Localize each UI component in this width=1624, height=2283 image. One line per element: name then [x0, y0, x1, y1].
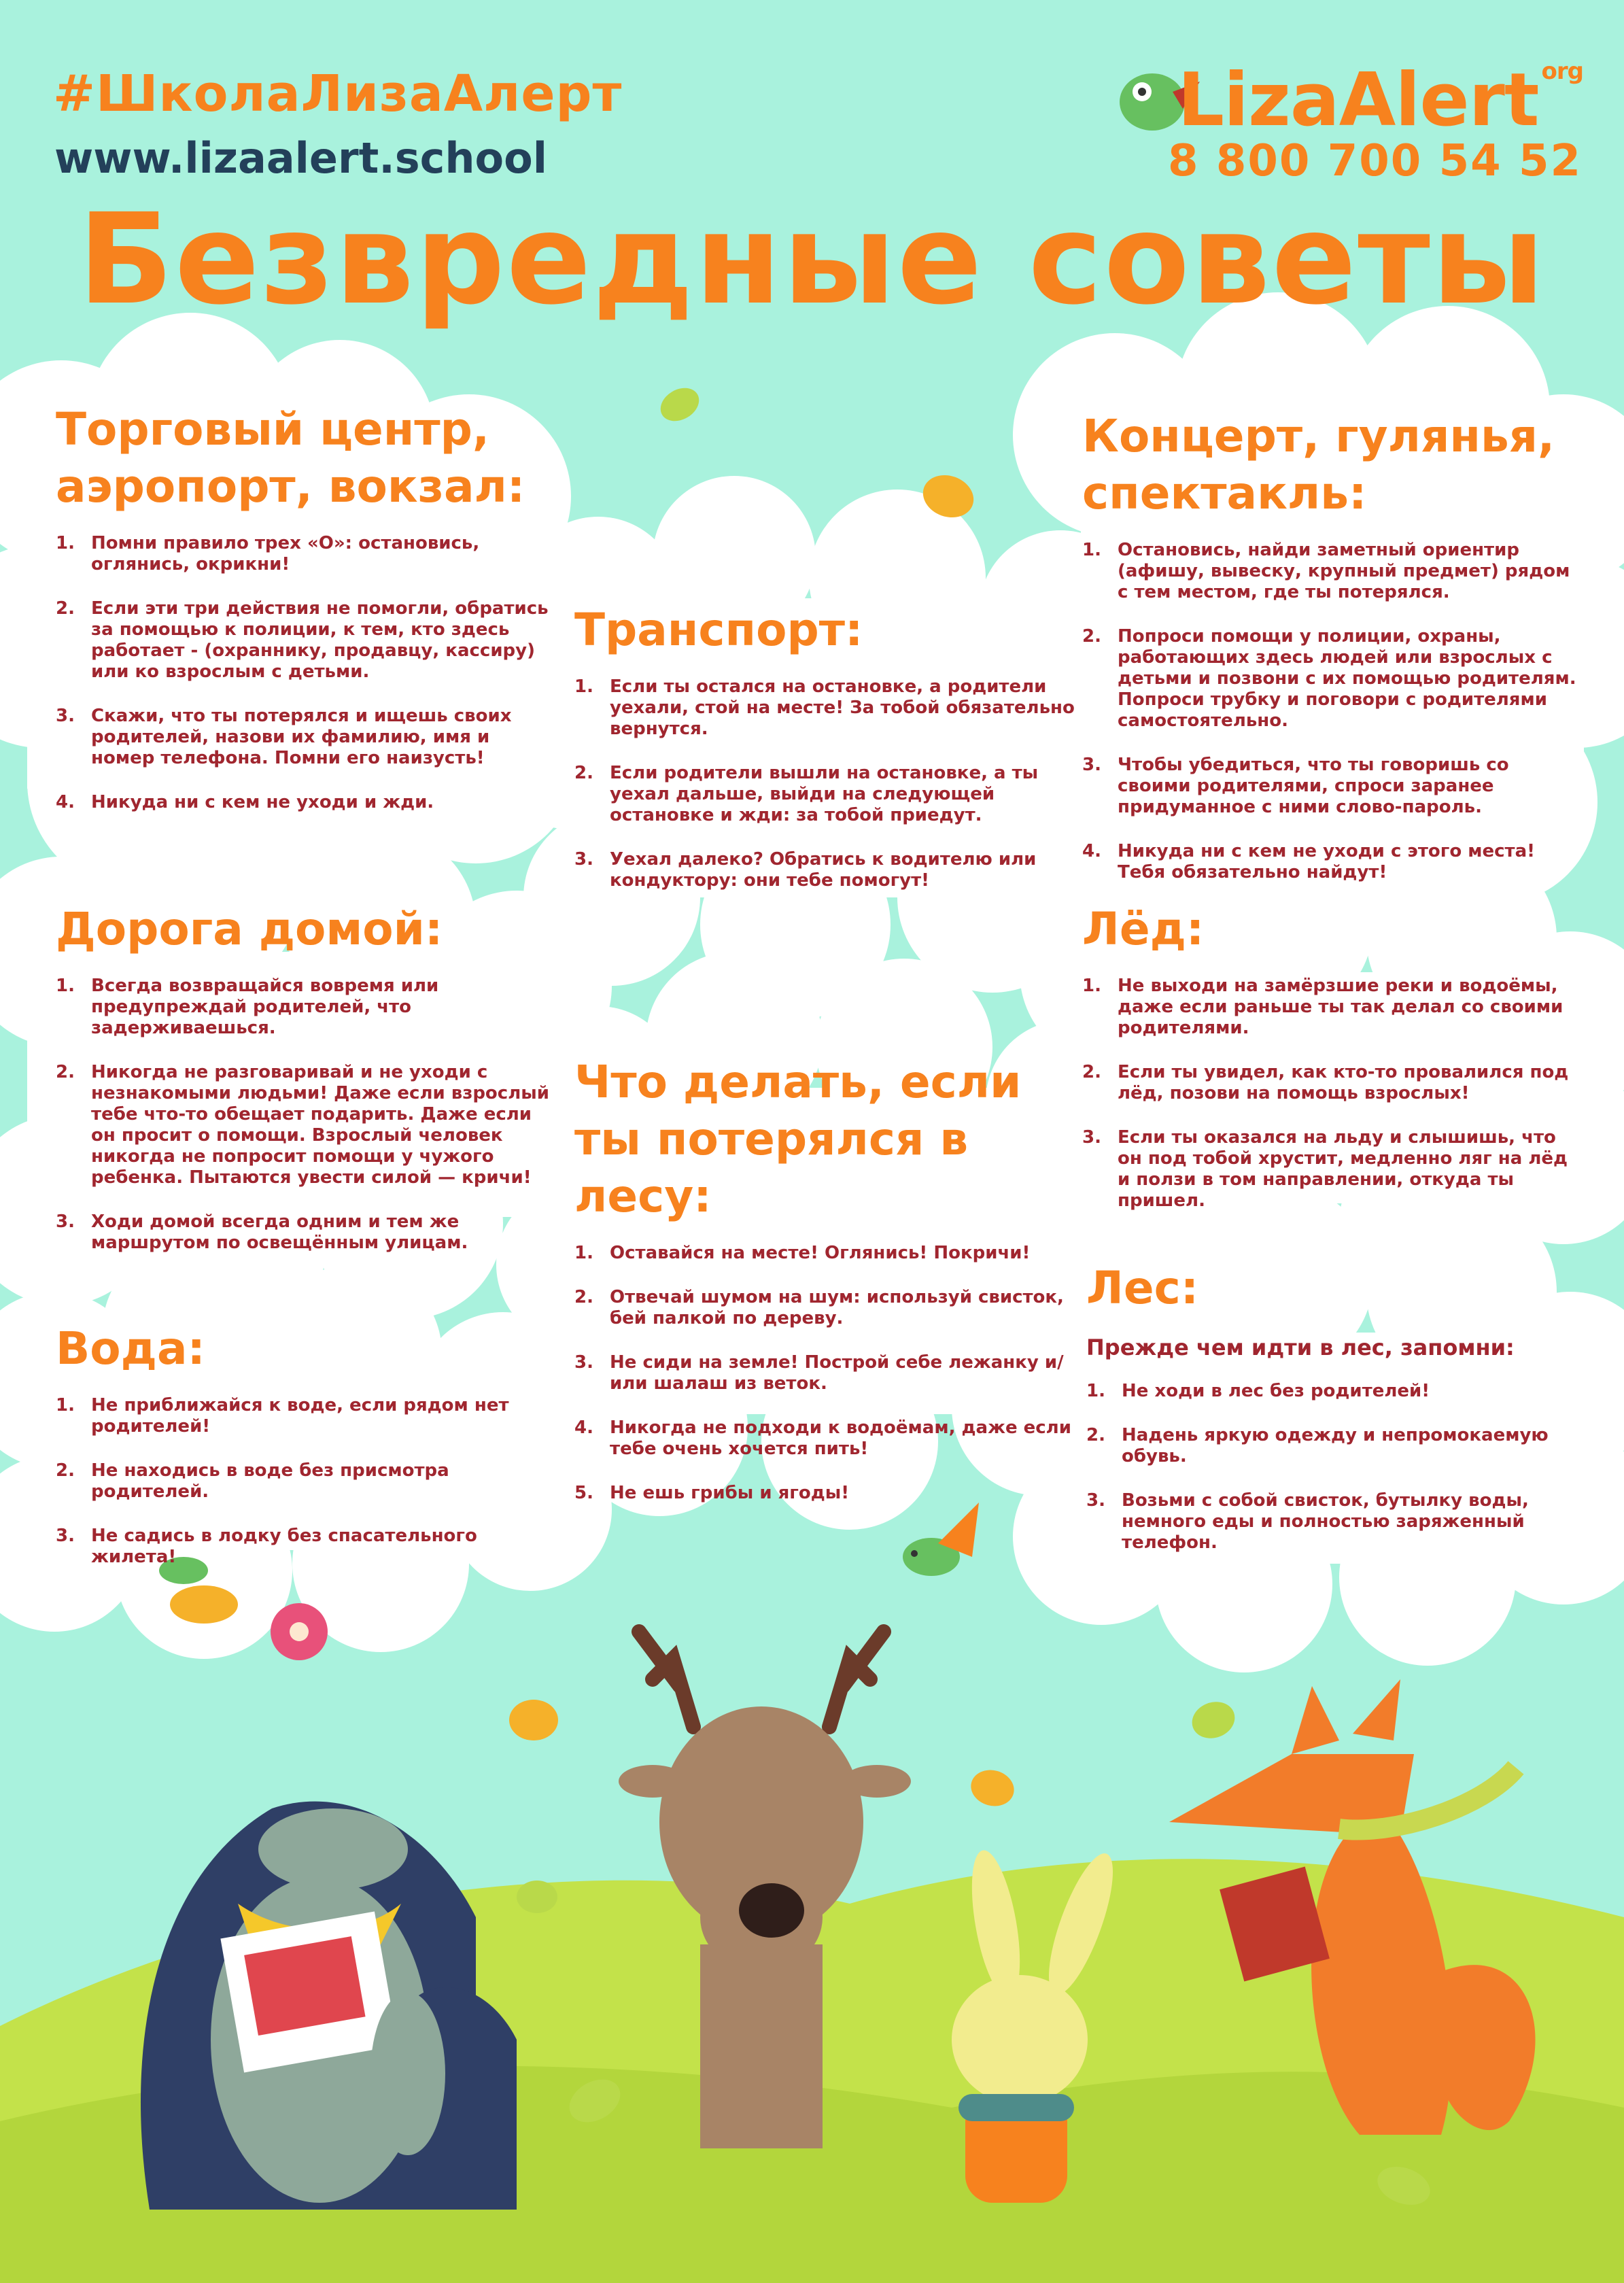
list-item: 1. Оставайся на месте! Оглянись! Покричи!	[574, 1243, 1031, 1263]
list-item: 3. Ходи домой всегда одним и тем же маршрутом по освещённым улицам.	[56, 1212, 468, 1253]
page-title: Безвредные советы	[77, 187, 1547, 332]
list-item: 4. Никуда ни с кем не уходи с этого места! Тебя обязательно найдут!	[1082, 841, 1536, 882]
hashtag-title: #ШколаЛизаАлерт	[53, 65, 623, 123]
list-item: 4. Никуда ни с кем не уходи и жди.	[56, 792, 434, 812]
list-item: 1. Помни правило трех «О»: остановись, оглянись, окрикни!	[56, 533, 480, 574]
section-transport	[574, 602, 1077, 914]
website-link[interactable]: www.lizaalert.school	[54, 133, 547, 183]
list-item: 1. Не выходи на замёрзшие реки и водоёмы, даже если раньше ты так делал со своими родителями.	[1082, 976, 1563, 1038]
list-item: 2. Если родители вышли на остановке, а ты уехал дальше, выйди на следующей остановке и жди: за тобой приедут.	[574, 763, 1039, 825]
list-item: 2. Никогда не разговаривай и не уходи с незнакомыми людьми! Даже если взрослый тебе что-то обещает подарить. Даже если он просит о помощи. Взрослый человек никогда не попросит помощи у чужого ребенка. Пытаются увести силой — кричи!	[56, 1062, 549, 1188]
section-title: Транспорт:	[574, 604, 863, 656]
section-title: Вода:	[56, 1322, 205, 1375]
section-title: Лес:	[1086, 1262, 1199, 1314]
section-forest	[1086, 1260, 1589, 1577]
list-item: 1. Не приближайся к воде, если рядом нет родителей!	[56, 1395, 509, 1437]
section-title: Дорога домой:	[56, 903, 443, 955]
list-item: 3. Не сиди на земле! Построй себе лежанку и/или шалаш из веток.	[574, 1352, 1064, 1394]
section-title: Лёд:	[1082, 903, 1205, 955]
list-item: 2. Не находись в воде без присмотра родителей.	[56, 1460, 449, 1502]
list-item: 3. Если ты оказался на льду и слышишь, что он под тобой хрустит, медленно ляг на лёд и ползи в том направлении, откуда ты пришел.	[1082, 1127, 1568, 1211]
section-title: Концерт, гулянья, спектакль:	[1082, 410, 1555, 519]
hotline-phone[interactable]: 8 800 700 54 52	[1168, 136, 1582, 186]
list-item: 2. Если ты увидел, как кто-то провалился под лёд, позови на помощь взрослых!	[1082, 1062, 1569, 1103]
section-intro: Прежде чем идти в лес, запомни:	[1086, 1335, 1515, 1360]
list-item: 1. Если ты остался на остановке, а родители уехали, стой на месте! За тобой обязательно вернутся.	[574, 676, 1075, 739]
list-item: 1. Не ходи в лес без родителей!	[1086, 1381, 1430, 1401]
brand-name: LizaAlert	[1177, 58, 1539, 143]
section-lost-forest	[574, 1054, 1077, 1527]
section-concert	[1082, 408, 1585, 906]
section-home	[56, 901, 559, 1277]
section-water	[56, 1320, 559, 1591]
list-item: 1. Остановись, найди заметный ориентир (афишу, вывеску, крупный предмет) рядом с тем местом, где ты потерялся.	[1082, 540, 1570, 602]
brand-logo	[1177, 58, 1583, 143]
section-title: Что делать, если ты потерялся в лесу:	[574, 1056, 1022, 1222]
list-item: 2. Отвечай шумом на шум: используй свисток, бей палкой по дереву.	[574, 1287, 1064, 1328]
list-item: 2. Надень яркую одежду и непромокаемую обувь.	[1086, 1425, 1549, 1466]
list-item: 3. Уехал далеко? Обратись к водителю или кондуктору: они тебе помогут!	[574, 849, 1037, 891]
list-item: 2. Если эти три действия не помогли, обратись за помощью к полиции, к тем, кто здесь работает - (охраннику, продавцу, кассиру) или ко взрослым с детьми.	[56, 598, 549, 682]
list-item: 4. Никогда не подходи к водоёмам, даже если тебе очень хочется пить!	[574, 1418, 1071, 1459]
hedgehog-illustration	[141, 1802, 517, 2210]
section-title: Торговый центр, аэропорт, вокзал:	[56, 403, 525, 513]
list-item: 3. Не садись в лодку без спасательного жилета!	[56, 1526, 477, 1567]
list-item: 3. Возьми с собой свисток, бутылку воды, немного еды и полностью заряженный телефон.	[1086, 1490, 1529, 1553]
list-item: 3. Скажи, что ты потерялся и ищешь своих родителей, назови их фамилию, имя и номер телефона. Помни его наизусть!	[56, 706, 512, 768]
brand-suffix: org	[1541, 58, 1583, 85]
section-ice	[1082, 901, 1585, 1235]
list-item: 2. Попроси помощи у полиции, охраны, работающих здесь людей или взрослых с детьми и позвони с их помощью родителям. Попроси трубку и поговори с родителями самостоятельно.	[1082, 626, 1576, 731]
list-item: 3. Чтобы убедиться, что ты говоришь со своими родителями, спроси заранее придуманное с ними слово-пароль.	[1082, 755, 1509, 817]
list-item: 5. Не ешь грибы и ягоды!	[574, 1483, 850, 1503]
section-mall	[56, 401, 559, 836]
list-item: 1. Всегда возвращайся вовремя или предупреждай родителей, что задерживаешься.	[56, 976, 439, 1038]
